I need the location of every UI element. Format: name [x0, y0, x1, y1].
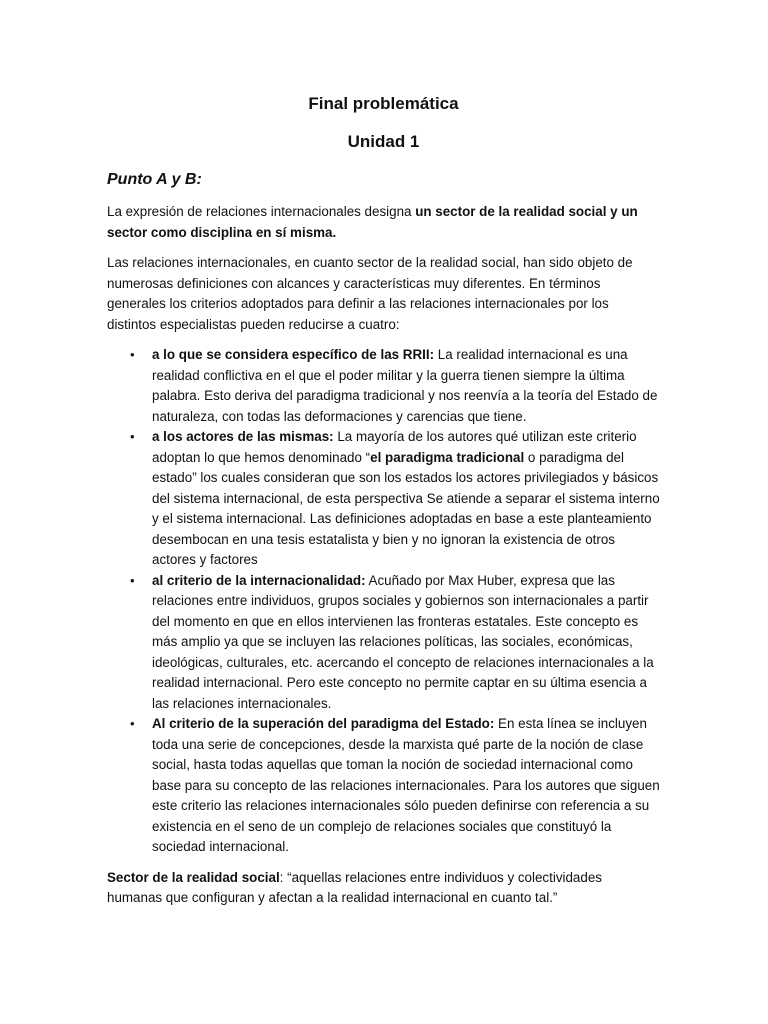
criteria-text: La mayoría de los autores qué utilizan este criterio adoptan lo que hemos denominado “	[152, 429, 637, 465]
criteria-item-actors	[130, 427, 660, 571]
bullet-icon: •	[130, 572, 135, 588]
criteria-label: al criterio de la internacionalidad:	[152, 572, 366, 588]
criteria-label: Al criterio de la superación del paradigma del Estado:	[152, 716, 495, 731]
document-title: Final problemática	[308, 94, 459, 113]
criteria-text: Acuñado por Max Huber, expresa que las relaciones entre individuos, grupos sociales y gobiernos son internacionales a partir del momento en que en ellos intervienen las fronteras estatales. Este concepto es más amplio ya que se incluyen las relaciones políticas, las sociales, económicas, ideológicas, culturales, etc. acercando el concepto de relaciones internacionales a la realidad internacional. Pero este concepto no permite captar en su última esencia a las relaciones internacionales.	[152, 572, 654, 711]
closing-text: : “aquellas relaciones entre individuos y colectividades humanas que configuran y afectan a la realidad internacional en cuanto tal.”	[107, 869, 602, 905]
criteria-text: En esta línea se incluyen toda una serie de concepciones, desde la marxista qué parte de la noción de clase social, hasta todas aquellas que toman la noción de sociedad internacional como base para su concepto de las relaciones internacionales. Para los autores que siguen este criterio las relaciones internacionales sólo pueden definirse con referencia a su existencia en el seno de un complejo de relaciones sociales que constituyó la sociedad internacional.	[152, 716, 660, 854]
criteria-label: a los actores de las mismas:	[152, 429, 334, 444]
criteria-text-continued: o paradigma del estado” los cuales consideran que son los estados los actores privilegiados y básicos del sistema internacional, de esta perspectiva Se atiende a separar el sistema interno y el sistema internacional. Las definiciones adoptadas en base a este planteamiento desembocan en una tesis estatalista y bien y no ignoran la existencia de otros actores y factores	[152, 449, 660, 567]
criteria-list	[107, 345, 660, 858]
criteria-inline-bold: el paradigma tradicional	[370, 449, 525, 465]
criteria-item-state-paradigm	[130, 714, 660, 858]
intro-paragraph	[107, 202, 660, 243]
criteria-label: a lo que se considera específico de las RRII:	[152, 347, 435, 362]
document-subtitle: Unidad 1	[347, 132, 420, 151]
intro-text: La expresión de relaciones internacionales designa	[107, 204, 416, 219]
bullet-icon: •	[130, 429, 135, 444]
section-heading: Punto A y B:	[107, 171, 202, 188]
criteria-item-specific	[130, 345, 660, 427]
criteria-text: La realidad internacional es una realidad conflictiva en el que el poder militar y la guerra tienen siempre la última palabra. Esto deriva del paradigma tradicional y nos reenvía a la teoría del Estado de naturaleza, con todas las deformaciones y carencias que tiene.	[152, 347, 658, 424]
intro-bold-text: un sector de la realidad social y un sector como disciplina en sí misma.	[107, 204, 638, 240]
closing-label: Sector de la realidad social	[107, 869, 280, 885]
bullet-icon: •	[130, 716, 135, 731]
bullet-icon: •	[130, 347, 135, 362]
closing-paragraph	[107, 868, 660, 909]
criteria-item-internationality	[130, 571, 660, 715]
definitions-paragraph: Las relaciones internacionales, en cuanto sector de la realidad social, han sido objeto de numerosas definiciones con alcances y características muy diferentes. En términos generales los criterios adoptados para definir a las relaciones internacionales por los distintos especialistas pueden reducirse a cuatro:	[107, 255, 633, 332]
